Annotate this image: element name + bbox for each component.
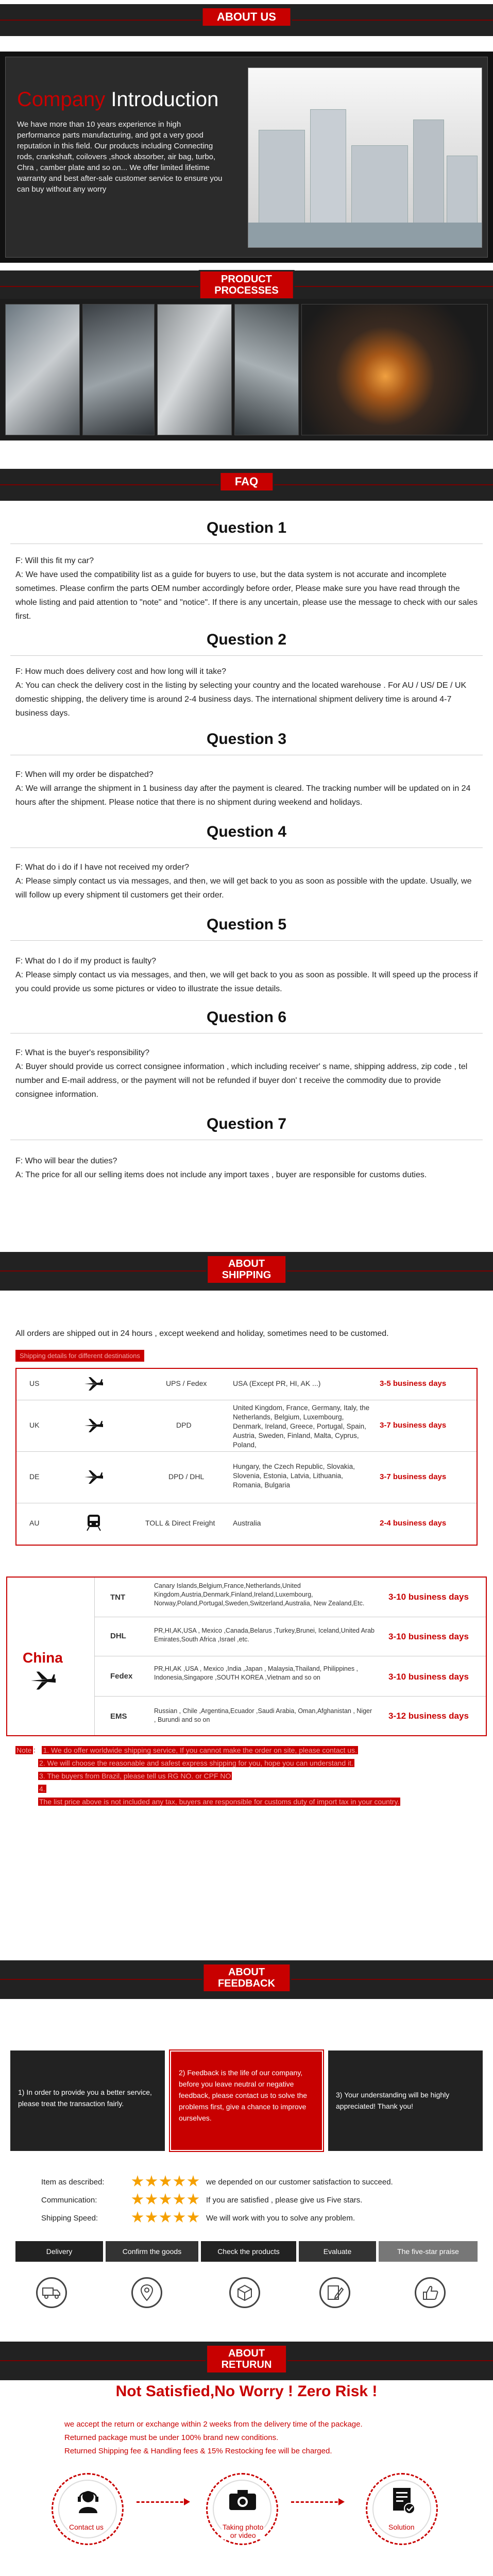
question-3-text: F: When will my order be dispatched? A: We will arrange the shipment in 1 business day after the payment is cleared. The tracking number will be updated on in 24 hours after the shipment. Please notice that there is no shipment during weekend and holidays. — [15, 770, 471, 807]
delivery-days: 2-4 business days — [380, 1519, 447, 1528]
star-icon — [131, 2211, 144, 2224]
step-evaluate: Evaluate — [299, 2241, 376, 2262]
about-shipping-title: ABOUT SHIPPING — [208, 1256, 286, 1283]
carrier: Fedex — [110, 1672, 133, 1681]
edit-icon — [319, 2277, 350, 2308]
product-processes-header — [0, 270, 493, 302]
intro-panel — [5, 57, 488, 258]
feedback-box-3: 3) Your understanding will be highly appreciated! Thank you! — [328, 2050, 483, 2151]
shipping-notes — [15, 1744, 479, 1808]
note-label: Note — [16, 1746, 32, 1754]
product-processes-title: PRODUCT PROCESSES — [200, 272, 293, 298]
country-code: UK — [29, 1421, 40, 1429]
note-line-4: 4. — [39, 1785, 45, 1793]
document-check-icon — [389, 2486, 417, 2516]
step-delivery: Delivery — [15, 2241, 103, 2262]
country-code: DE — [29, 1472, 40, 1481]
shipping-details-tab: Shipping details for different destinations — [15, 1350, 144, 1362]
destinations: PR,HI,AK,USA , Mexico ,Canada,Belarus ,Turkey,Brunei, Iceland,United Arab Emirates,South Africa ,Israel ,etc. — [154, 1627, 375, 1643]
question-4-heading: Question 4 — [206, 823, 287, 840]
five-star-rating — [131, 2175, 201, 2188]
carrier: DPD / DHL — [168, 1472, 205, 1481]
delivery-days: 3-5 business days — [380, 1379, 447, 1388]
package-icon — [229, 2277, 260, 2308]
question-7-text: F: Who will bear the duties? A: The price for all our selling items does not include any import taxes , buyer are responsible for customs duties. — [15, 1157, 427, 1179]
about-return-title: ABOUT RETURUN — [207, 2346, 286, 2372]
thumbs-up-icon — [415, 2277, 446, 2308]
table-row — [95, 1578, 486, 1617]
about-us-title: ABOUT US — [202, 8, 291, 26]
airplane-icon — [83, 1418, 104, 1435]
question-4-text: F: What do i do if I have not received my order? A: Please simply contact us via messages, and then, we will get back to you as soon as possible with the update. Usually, we will follow up every shipment til customers get their order. — [15, 863, 472, 900]
shipping-table — [15, 1368, 478, 1546]
truck-icon — [36, 2277, 67, 2308]
divider — [10, 940, 483, 941]
rating-label: Item as described: — [41, 2178, 105, 2187]
solution-step — [366, 2473, 438, 2545]
question-2-text: F: How much does delivery cost and how long will it take? A: You can check the delivery cost in the listing by selecting your country and the located warehouse . For AU / US/ DE / UK domestic shipping, the delivery time is around 2-4 business days. The international shipment delivery time is around 4-7 business days. — [15, 667, 467, 718]
star-icon — [131, 2175, 144, 2188]
question-3-heading: Question 3 — [206, 731, 287, 748]
star-icon — [173, 2175, 185, 2188]
rating-label: Shipping Speed: — [41, 2214, 98, 2223]
star-icon — [131, 2193, 144, 2206]
table-row — [16, 1400, 477, 1451]
contact-us-step — [52, 2473, 124, 2545]
table-row — [95, 1656, 486, 1696]
five-star-rating — [131, 2193, 201, 2206]
rating-label: Communication: — [41, 2196, 97, 2205]
delivery-days: 3-10 business days — [388, 1632, 469, 1641]
china-label: China — [23, 1650, 63, 1666]
delivery-days: 3-7 business days — [380, 1421, 447, 1430]
carrier: DHL — [110, 1632, 126, 1640]
rating-text: If you are satisfied , please give us Five stars. — [206, 2196, 363, 2205]
process-image-2 — [82, 304, 155, 435]
star-icon — [187, 2193, 199, 2206]
rating-text: we depended on our customer satisfaction to succeed. — [206, 2178, 393, 2187]
china-shipping-table — [6, 1577, 487, 1736]
intro-title-red: Company — [17, 88, 106, 111]
question-5-text: F: What do I do if my product is faulty? A: Please simply contact us via messages, and then, we will get back to you as soon as possible. It will speed up the process if you could provide us some pictures or video to illustrate the issue details. — [15, 957, 478, 993]
solution-label: Solution — [388, 2523, 415, 2531]
destinations: United Kingdom, France, Germany, Italy, the Netherlands, Belgium, Luxembourg, Denmark, Ireland, Greece, Portugal, Spain, Austria, Sweden, Finland, Malta, Cyprus, Poland, — [233, 1404, 370, 1449]
destinations: USA (Except PR, HI, AK ...) — [233, 1379, 321, 1387]
destinations: Canary Islands,Belgium,France,Netherlands,United Kingdom,Austria,Denmark,Finland,Ireland,Luxembourg, Norway,Poland,Portugal,Sweden,Switzerland,Australia, New Zealand,Etc. — [154, 1582, 365, 1607]
return-policy-line: Returned package must be under 100% brand new conditions. — [64, 2433, 279, 2442]
return-policy-line: we accept the return or exchange within 2 weeks from the delivery time of the package. — [64, 2420, 363, 2429]
divider — [10, 655, 483, 656]
airplane-icon — [83, 1469, 104, 1486]
feedback-box-2: 2) Feedback is the life of our company, before you leave neutral or negative feedback, please contact us to solve the problems first, give a chance to improve ourselves. — [170, 2050, 323, 2151]
process-image-1 — [5, 304, 80, 435]
factory-photo — [248, 67, 482, 248]
note-line-1: Note ： 1. We do offer worldwide shipping service, If you cannot make the order on site, please contact us. — [16, 1746, 358, 1754]
carrier: EMS — [110, 1712, 127, 1721]
destinations: Australia — [233, 1519, 261, 1527]
delivery-days: 3-10 business days — [388, 1592, 469, 1602]
about-us-header — [0, 4, 493, 36]
delivery-days: 3-10 business days — [388, 1672, 469, 1682]
country-code: US — [29, 1379, 40, 1387]
star-icon — [187, 2211, 199, 2224]
destinations: Russian , Chile ,Argentina,Ecuador ,Saudi Arabia, Oman,Afghanistan , Niger , Burundi and so on — [154, 1707, 372, 1723]
process-gallery — [0, 299, 493, 440]
table-row — [95, 1617, 486, 1656]
star-icon — [159, 2193, 172, 2206]
contact-us-label: Contact us — [69, 2523, 104, 2531]
process-image-5 — [301, 304, 488, 435]
question-7-heading: Question 7 — [206, 1115, 287, 1132]
flow-arrow — [137, 2501, 188, 2503]
table-row — [95, 1696, 486, 1735]
carrier: UPS / Fedex — [166, 1379, 207, 1387]
about-return-header — [0, 2342, 493, 2380]
flow-arrow — [291, 2501, 343, 2503]
customer-service-icon — [73, 2487, 104, 2513]
carrier: TOLL & Direct Freight — [145, 1519, 215, 1527]
intro-title-white: Introduction — [105, 88, 219, 111]
note-line-5: The list price above is not included any tax, buyers are responsible for customs duty of import tax in your country. — [39, 1798, 400, 1806]
country-code: AU — [29, 1519, 40, 1527]
question-6-heading: Question 6 — [206, 1009, 287, 1026]
faq-header — [0, 469, 493, 501]
airplane-icon — [28, 1670, 59, 1693]
star-icon — [159, 2211, 172, 2224]
star-icon — [159, 2175, 172, 2188]
process-image-3 — [157, 304, 232, 435]
table-row — [16, 1369, 477, 1400]
return-policy-line: Returned Shipping fee & Handling fees & 15% Restocking fee will be charged. — [64, 2447, 332, 2455]
train-icon — [86, 1514, 101, 1533]
china-origin-cell — [7, 1578, 95, 1735]
destinations: PR,HI,AK ,USA , Mexico ,India ,Japan , Malaysia,Thailand, Philippines , Indonesia,Singapore ,SOUTH KOREA ,Vietnam and so on — [154, 1665, 359, 1681]
star-icon — [145, 2193, 158, 2206]
about-shipping-header — [0, 1252, 493, 1291]
carrier: TNT — [110, 1593, 126, 1602]
step-confirm: Confirm the goods — [106, 2241, 198, 2262]
intro-title — [17, 88, 218, 111]
step-check: Check the products — [201, 2241, 296, 2262]
table-row — [16, 1451, 477, 1503]
delivery-days: 3-12 business days — [388, 1711, 469, 1721]
return-headline: Not Satisfied,No Worry ! Zero Risk ! — [115, 2383, 378, 2400]
intro-text: We have more than 10 years experience in high performance parts manufacturing, and got a very good reputation in this field. Our products including Connecting rods, crankshaft, coilovers ,shock absorber, air bag, turbo, Chra , camber plate and so on... We offer limited lifetime warranty and best after-sale customer service to ensure you can buy without any worry — [17, 120, 223, 194]
question-5-heading: Question 5 — [206, 916, 287, 933]
five-star-rating — [131, 2211, 201, 2224]
question-1-text: F: Will this fit my car? A: We have used the compatibility list as a guide for buyers to use, but the data system is not accurate and incomplete sometimes. Please confirm the parts OEM number accordingly before order, Please make sure you have read through the whole listing and paid attention to "note" and "notice". If there is any uncertain, please use the message to check with our sales first. — [15, 556, 478, 621]
airplane-icon — [83, 1376, 104, 1393]
company-introduction — [0, 52, 493, 263]
star-icon — [173, 2211, 185, 2224]
delivery-days: 3-7 business days — [380, 1472, 447, 1481]
photo-video-label: Taking photo or video — [223, 2523, 264, 2539]
carrier: DPD — [176, 1421, 192, 1429]
process-image-4 — [234, 304, 299, 435]
about-feedback-header — [0, 1960, 493, 1999]
rating-text: We will work with you to solve any problem. — [206, 2214, 355, 2223]
star-icon — [145, 2175, 158, 2188]
table-row — [16, 1503, 477, 1544]
question-6-text: F: What is the buyer's responsibility? A: Buyer should provide us correct consignee information , which including receiver' s name, shipping address, zip code , tel number and E-mail address, or the payment will not be refunded if buyer don' t receive the commodity due to provide consignee information. — [15, 1048, 468, 1099]
camera-icon — [227, 2487, 258, 2512]
note-line-3: 3. The buyers from Brazil, please tell us RG NO. or CPF NO — [39, 1772, 231, 1780]
star-icon — [187, 2175, 199, 2188]
about-feedback-title: ABOUT FEEDBACK — [203, 1964, 290, 1991]
feedback-box-1: 1) In order to provide you a better service, please treat the transaction fairly. — [10, 2050, 165, 2151]
shipping-note: All orders are shipped out in 24 hours , except weekend and holiday, sometimes need to be customed. — [15, 1329, 389, 1338]
location-pin-icon — [131, 2277, 162, 2308]
star-icon — [173, 2193, 185, 2206]
feedback-steps — [15, 2241, 478, 2262]
destinations: Hungary, the Czech Republic, Slovakia, Slovenia, Estonia, Latvia, Lithuania, Romania, Bulgaria — [233, 1463, 355, 1489]
question-2-heading: Question 2 — [206, 631, 287, 648]
faq-title: FAQ — [220, 473, 273, 490]
note-line-2: 2. We will choose the reasonable and safest express shipping for you, hope you can understand it. — [39, 1759, 353, 1767]
question-1-heading: Question 1 — [206, 519, 287, 536]
step-five-star: The five-star praise — [379, 2241, 478, 2262]
star-icon — [145, 2211, 158, 2224]
